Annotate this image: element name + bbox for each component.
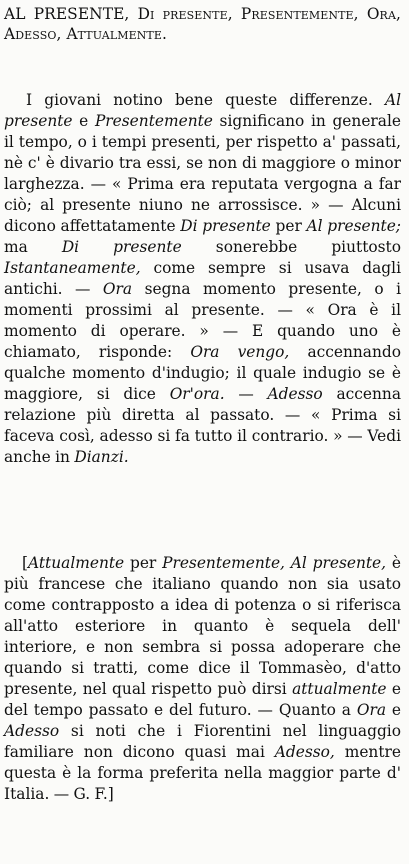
italic-term: Or'ora. xyxy=(169,385,225,404)
text-run: [ xyxy=(22,554,29,573)
text-run: mentre questa è la forma preferita nella maggior parte d' Italia. — G. F.] xyxy=(4,743,401,804)
text-run: è più francese che italiano quando non sia usato come contrapposto a idea di potenza o si riferisca all'atto esteriore in quanto è sequela dell' interiore, e non sembra si possa adoperare che quando si tratti, come dice il Tommasèo, d'atto presente, nel qual rispetto può dirsi xyxy=(4,554,401,699)
italic-term: Adesso xyxy=(4,722,60,741)
text-run: e xyxy=(386,701,401,720)
italic-term: Al presente xyxy=(4,91,401,131)
italic-term: Di presente xyxy=(180,217,271,236)
italic-term: Attualmente xyxy=(28,554,125,573)
definition-paragraph xyxy=(4,90,401,468)
text-run: per xyxy=(124,554,163,573)
italic-term: Adesso xyxy=(267,385,323,404)
italic-term: Adesso, xyxy=(274,743,335,762)
headword: AL PRESENTE, xyxy=(4,5,138,23)
text-run: — xyxy=(224,385,268,404)
text-run: accenna relazione più diretta al passato. — « Prima si faceva così, adesso si fa tutto il contrario. » — Vedi anche in xyxy=(4,385,401,467)
italic-term: Presentemente, xyxy=(162,554,285,573)
italic-term: Al presente, xyxy=(290,554,387,573)
italic-term: Dianzi. xyxy=(74,448,129,467)
text-run: e del tempo passato e del futuro. — Quanto a xyxy=(4,680,401,720)
text-run: ma xyxy=(4,238,62,257)
italic-term: Ora xyxy=(356,701,386,720)
text-run: si noti che i Fiorentini nel linguaggio familiare non dicono quasi mai xyxy=(4,722,401,762)
text-run: per xyxy=(270,217,307,236)
text-run: accennando qualche momento d'indugio; il quale indugio se è maggiore, si dice xyxy=(4,343,401,404)
entry-heading xyxy=(4,4,401,44)
text-run: I giovani notino bene queste differenze. xyxy=(26,91,385,110)
italic-term: attualmente xyxy=(292,680,387,699)
italic-term: Istantaneamente, xyxy=(4,259,141,278)
synonym-terms: Di presente, Presentemente, Ora, Adesso, Attualmente. xyxy=(4,5,401,43)
text-run: e xyxy=(72,112,95,131)
italic-term: Presentemente xyxy=(94,112,213,131)
italic-term: Ora vengo, xyxy=(190,343,290,362)
italic-term: Al presente; xyxy=(306,217,401,236)
editor-note-paragraph xyxy=(4,553,401,805)
text-run: come sempre si usava dagli antichi. — xyxy=(4,259,401,299)
text-run: segna momento presente, o i momenti prossimi al presente. — « Ora è il momento di operare. » — E quando uno è chiamato, risponde: xyxy=(4,280,402,362)
text-run: sonerebbe piuttosto xyxy=(181,238,401,257)
text-run: significano in generale il tempo, o i tempi presenti, per rispetto a' passati, nè c' è divario tra essi, se non di maggiore o minor larghezza. — « Prima era reputata vergogna a far ciò; al presente niuno ne arrossisce. » — Alcuni dicono affettatamente xyxy=(4,112,401,236)
italic-term: Di presente xyxy=(61,238,182,257)
italic-term: Ora xyxy=(102,280,133,299)
